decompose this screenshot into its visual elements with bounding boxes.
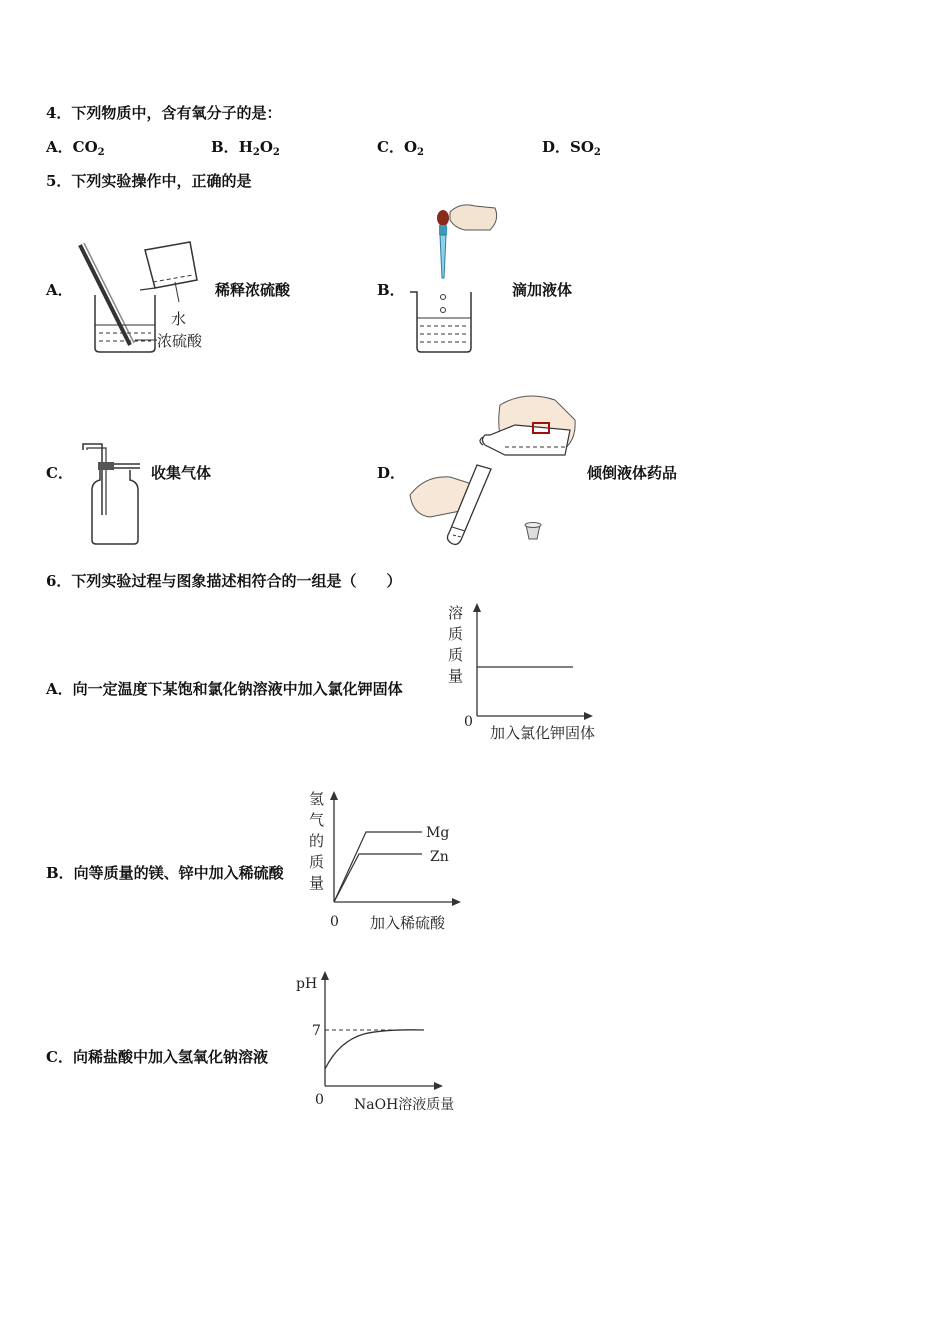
q5-d-caption: 倾倒液体药品 [587,464,678,482]
graph-b-ylabel-5: 量 [309,874,325,892]
graph-a-ylabel-3: 质 [448,646,464,664]
q5-option-c-letter: C． [46,464,73,482]
q5-a-caption: 稀释浓硫酸 [215,281,291,299]
graph-a-ylabel-1: 溶 [448,604,464,622]
graph-a-xlabel: 加入氯化钾固体 [490,724,596,742]
graph-c [294,966,474,1118]
q5-b-caption: 滴加液体 [512,281,573,299]
graph-a-ylabel-2: 质 [448,625,464,643]
q4-option-d: D．$SO_2$ [542,138,601,158]
q5-option-d-letter: D． [377,464,406,482]
ph-curve [325,1030,424,1069]
q5-option-b-letter: B． [377,281,405,299]
series-zn-line [334,854,422,902]
q4-option-c: C．$O_2$ [377,138,424,158]
q6-option-b: B．向等质量的镁、锌中加入稀硫酸 [46,864,284,882]
series-zn-label: Zn [430,849,449,865]
label-water: 水 [171,310,187,328]
dilute-acid-illustration [75,240,220,360]
graph-b-ylabel-3: 的 [309,832,325,850]
graph-a-origin: 0 [464,714,473,730]
graph-b-ylabel-1: 氢 [309,790,325,808]
graph-b-xlabel: 加入稀硫酸 [370,914,446,932]
q6-option-c: C．向稀盐酸中加入氢氧化钠溶液 [46,1048,268,1066]
q5-stem: 5．下列实验操作中，正确的是 [46,172,252,190]
graph-c-xlabel: NaOH溶液质量 [354,1097,455,1113]
gas-bottle-illustration [80,440,150,548]
dropper-illustration [405,200,505,360]
q6-option-a: A．向一定温度下某饱和氯化钠溶液中加入氯化钾固体 [46,680,403,698]
q4-option-a: A．$CO_2$ [46,138,105,158]
graph-b-ylabel-4: 质 [309,853,325,871]
graph-a [440,600,630,750]
graph-c-ylabel: pH [296,976,318,992]
q4-option-b: B．$H_2O_2$ [211,138,280,158]
q6-stem: 6．下列实验过程与图象描述相符合的一组是（ ） [46,572,402,590]
series-mg-label: Mg [426,825,450,841]
graph-c-origin: 0 [315,1092,324,1108]
q5-option-a-letter: A． [46,281,73,299]
q4-stem: 4．下列物质中，含有氧分子的是： [46,104,282,122]
pour-liquid-illustration [405,385,580,550]
q5-c-caption: 收集气体 [151,464,212,482]
series-mg-line [334,832,422,902]
graph-a-ylabel-4: 量 [448,667,464,685]
label-conc-acid: 浓硫酸 [157,332,203,350]
graph-c-tick-7: 7 [312,1023,321,1039]
graph-b-origin: 0 [330,914,339,930]
graph-b [308,786,468,936]
graph-b-ylabel-2: 气 [309,811,325,829]
